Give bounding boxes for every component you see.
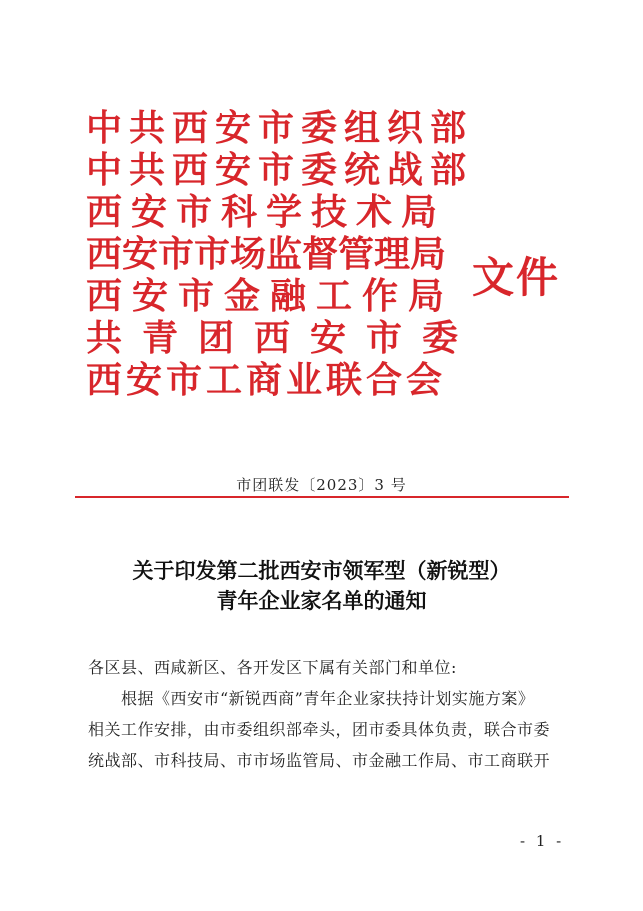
document-type-label: 文件 (472, 253, 561, 302)
title-line: 青年企业家名单的通知 (216, 588, 427, 613)
notice-body (88, 652, 568, 776)
issuer-line: 共青团西安市委 (86, 317, 479, 359)
issuer-line: 西安市市场监督管理局 (86, 233, 447, 275)
issuer-line: 中共西安市委组织部 (86, 107, 474, 149)
issuer-line: 西安市金融工作局 (86, 275, 455, 317)
issuer-line: 西安市科学技术局 (86, 191, 447, 233)
paragraph-line: 相关工作安排，由市委组织部牵头，团市委具体负责，联合市委 (88, 720, 551, 739)
issuer-line: 西安市工商业联合会 (86, 359, 447, 401)
paragraph-line: 根据《西安市“新锐西商”青年企业家扶持计划实施方案》 (121, 689, 535, 708)
salutation: 各区县、西咸新区、各开发区下属有关部门和单位: (88, 658, 457, 677)
title-line: 关于印发第二批西安市领军型（新锐型） (132, 558, 511, 583)
page-number: - 1 - (520, 832, 565, 850)
red-divider (75, 496, 569, 498)
issuer-line: 中共西安市委统战部 (86, 149, 474, 191)
paragraph-line: 统战部、市科技局、市市场监管局、市金融工作局、市工商联开 (88, 751, 551, 770)
document-number: 市团联发〔2023〕3 号 (236, 476, 407, 494)
notice-title (0, 556, 643, 616)
